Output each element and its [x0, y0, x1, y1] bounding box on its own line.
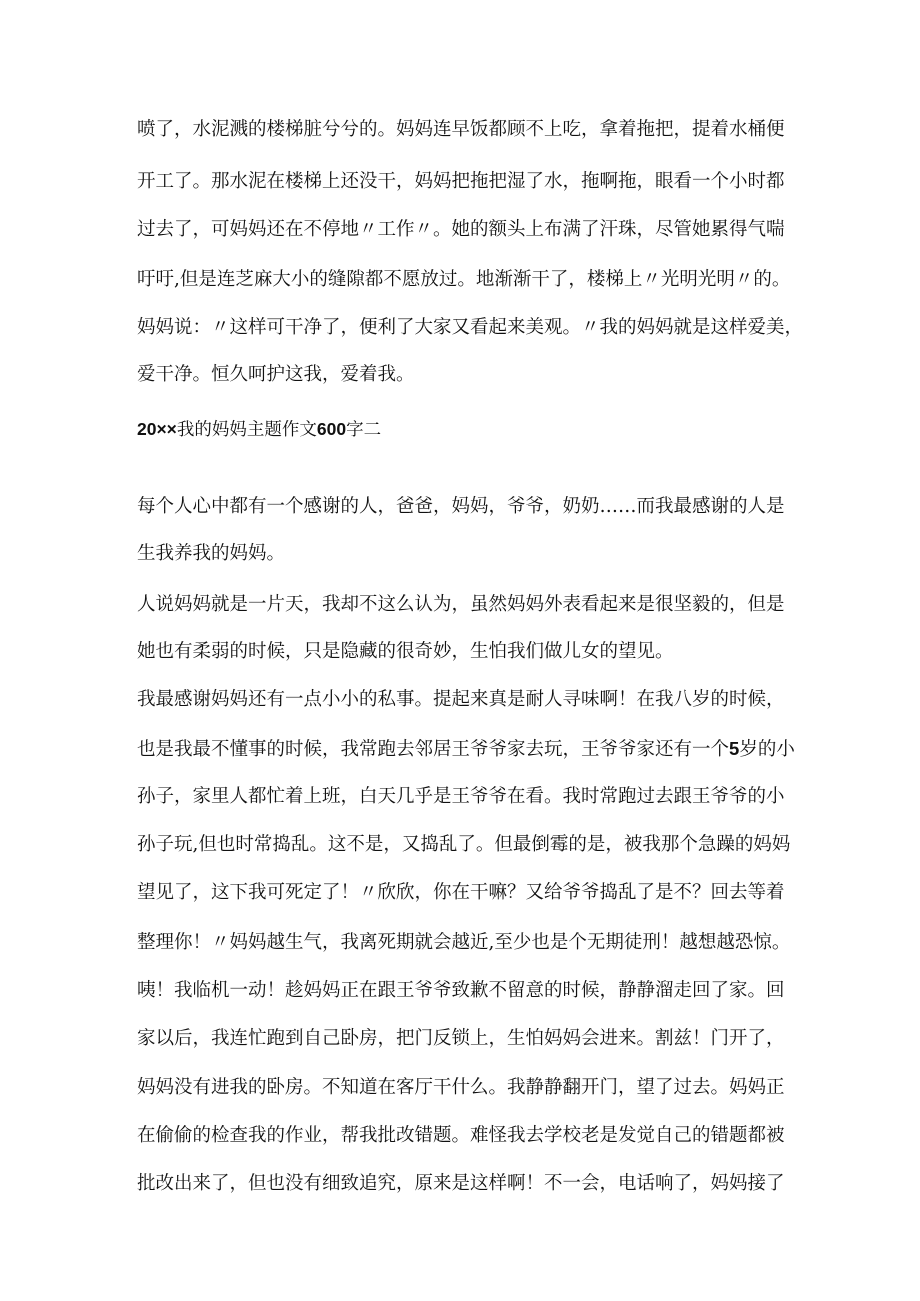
section-heading — [137, 417, 381, 442]
heading-number: 600 — [316, 419, 347, 439]
paragraph-1-line: 开工了。那水泥在楼梯上还没干，妈妈把拖把湿了水，拖啊拖，眼看一个小时都 — [137, 171, 785, 192]
paragraph-4-text: 岁的小 — [739, 739, 795, 760]
heading-suffix: 字二 — [346, 420, 382, 440]
paragraph-3-line: 她也有柔弱的时候，只是隐藏的很奇妙，生怕我们做儿女的望见。 — [137, 641, 674, 662]
paragraph-4-line: 在偷偷的检查我的作业，帮我批改错题。难怪我去学校老是发觉自己的错题都被 — [137, 1125, 785, 1146]
paragraph-1-line: 爱干净。恒久呵护这我，爱着我。 — [137, 364, 415, 385]
paragraph-4-line: 孙子，家里人都忙着上班，白天几乎是王爷爷在看。我时常跑过去跟王爷爷的小 — [137, 786, 785, 807]
paragraph-1-line: 过去了，可妈妈还在不停地〃工作〃。她的额头上布满了汗珠，尽管她累得气喘 — [137, 219, 785, 240]
paragraph-1-line: 吁吁,但是连芝麻大小的缝隙都不愿放过。地渐渐干了，楼梯上〃光明光明〃的。 — [137, 269, 791, 290]
paragraph-4-line: 整理你！〃妈妈越生气，我离死期就会越近,至少也是个无期徒刑！越想越恐惊。 — [137, 932, 791, 953]
paragraph-2-line: 每个人心中都有一个感谢的人，爸爸，妈妈，爷爷，奶奶……而我最感谢的人是 — [137, 496, 785, 517]
paragraph-3-line: 人说妈妈就是一片天，我却不这么认为，虽然妈妈外表看起来是很坚毅的，但是 — [137, 594, 785, 615]
heading-prefix: 20×× — [137, 419, 177, 439]
paragraph-4-number: 5 — [729, 738, 740, 759]
paragraph-4-text: 也是我最不懂事的时候，我常跑去邻居王爷爷家去玩，王爷爷家还有一个 — [137, 739, 730, 760]
paragraph-4-line: 望见了，这下我可死定了！〃欣欣，你在干嘛？又给爷爷捣乱了是不？回去等着 — [137, 882, 785, 903]
heading-middle: 我的妈妈主题作文 — [176, 420, 317, 440]
paragraph-4-line: 咦！我临机一动！趁妈妈正在跟王爷爷致歉不留意的时候，静静溜走回了家。回 — [137, 980, 785, 1001]
paragraph-4-line — [137, 737, 795, 762]
paragraph-4-line: 孙子玩,但也时常捣乱。这不是，又捣乱了。但最倒霉的是，被我那个急躁的妈妈 — [137, 834, 791, 855]
paragraph-4-line: 我最感谢妈妈还有一点小小的私事。提起来真是耐人寻味啊！在我八岁的时候， — [137, 689, 785, 710]
paragraph-4-line: 妈妈没有进我的卧房。不知道在客厅干什么。我静静翻开门，望了过去。妈妈正 — [137, 1077, 785, 1098]
paragraph-1-line: 妈妈说：〃这样可干净了，便利了大家又看起来美观。〃我的妈妈就是这样爱美， — [137, 317, 804, 338]
paragraph-1-line: 喷了，水泥溅的楼梯脏兮兮的。妈妈连早饭都顾不上吃，拿着拖把，提着水桶便 — [137, 119, 785, 140]
paragraph-2-line: 生我养我的妈妈。 — [137, 543, 286, 564]
paragraph-4-line: 批改出来了，但也没有细致追究，原来是这样啊！不一会，电话响了，妈妈接了 — [137, 1173, 785, 1194]
paragraph-4-line: 家以后，我连忙跑到自己卧房，把门反锁上，生怕妈妈会进来。割兹！门开了， — [137, 1028, 785, 1049]
